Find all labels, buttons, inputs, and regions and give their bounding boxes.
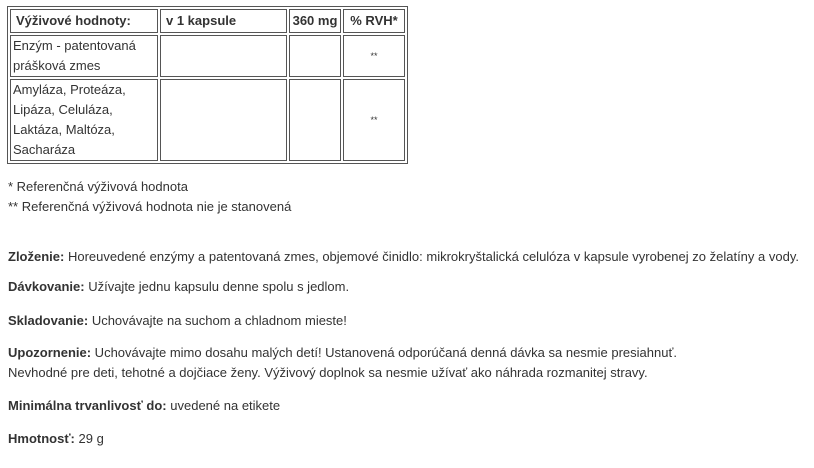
dosage-label: Dávkovanie:	[8, 279, 85, 294]
table-header-row	[10, 9, 405, 33]
warning-text-2: Nevhodné pre deti, tehotné a dojčiace ženy. Výživový doplnok sa nesmie užívať ako náhrada rozmanitej stravy.	[8, 365, 648, 380]
footnote-rvh-not-set: ** Referenčná výživová hodnota nie je stanovená	[8, 199, 292, 214]
footnote-rvh: * Referenčná výživová hodnota	[8, 179, 188, 194]
composition-text: Horeuvedené enzýmy a patentovaná zmes, objemové činidlo: mikrokryštalická celulóza v kapsule vyrobenej zo želatíny a vody.	[64, 249, 799, 264]
section-dosage	[8, 277, 808, 297]
row-per-capsule	[160, 35, 287, 77]
row-amount	[289, 79, 341, 161]
section-shelf-life	[8, 396, 808, 416]
row-name: Amyláza, Proteáza, Lipáza, Celuláza, Laktáza, Maltóza, Sacharáza	[10, 79, 158, 161]
weight-text: 29 g	[74, 431, 104, 446]
row-amount	[289, 35, 341, 77]
row-name: Enzým - patentovaná prášková zmes	[10, 35, 158, 77]
section-weight	[8, 429, 808, 449]
header-rvh: % RVH*	[343, 9, 405, 33]
row-rvh: **	[343, 79, 405, 161]
header-nutrition-values: Výživové hodnoty:	[10, 9, 158, 33]
header-per-capsule: v 1 kapsule	[160, 9, 287, 33]
row-rvh: **	[343, 35, 405, 77]
storage-text: Uchovávajte na suchom a chladnom mieste!	[88, 313, 347, 328]
nutrition-table	[7, 6, 408, 164]
composition-label: Zloženie:	[8, 249, 65, 264]
warning-text: Uchovávajte mimo dosahu malých detí! Ustanovená odporúčaná denná dávka sa nesmie presiahnuť.	[91, 345, 677, 360]
row-per-capsule	[160, 79, 287, 161]
table-row	[10, 35, 405, 77]
warning-label: Upozornenie:	[8, 345, 92, 360]
section-composition	[8, 247, 808, 267]
header-amount: 360 mg	[289, 9, 341, 33]
table-row	[10, 79, 405, 161]
shelf-life-label: Minimálna trvanlivosť do:	[8, 398, 167, 413]
storage-label: Skladovanie:	[8, 313, 89, 328]
weight-label: Hmotnosť:	[8, 431, 75, 446]
dosage-text: Užívajte jednu kapsulu denne spolu s jedlom.	[84, 279, 350, 294]
section-warning	[8, 343, 808, 383]
shelf-life-text: uvedené na etikete	[166, 398, 281, 413]
section-storage	[8, 311, 808, 331]
